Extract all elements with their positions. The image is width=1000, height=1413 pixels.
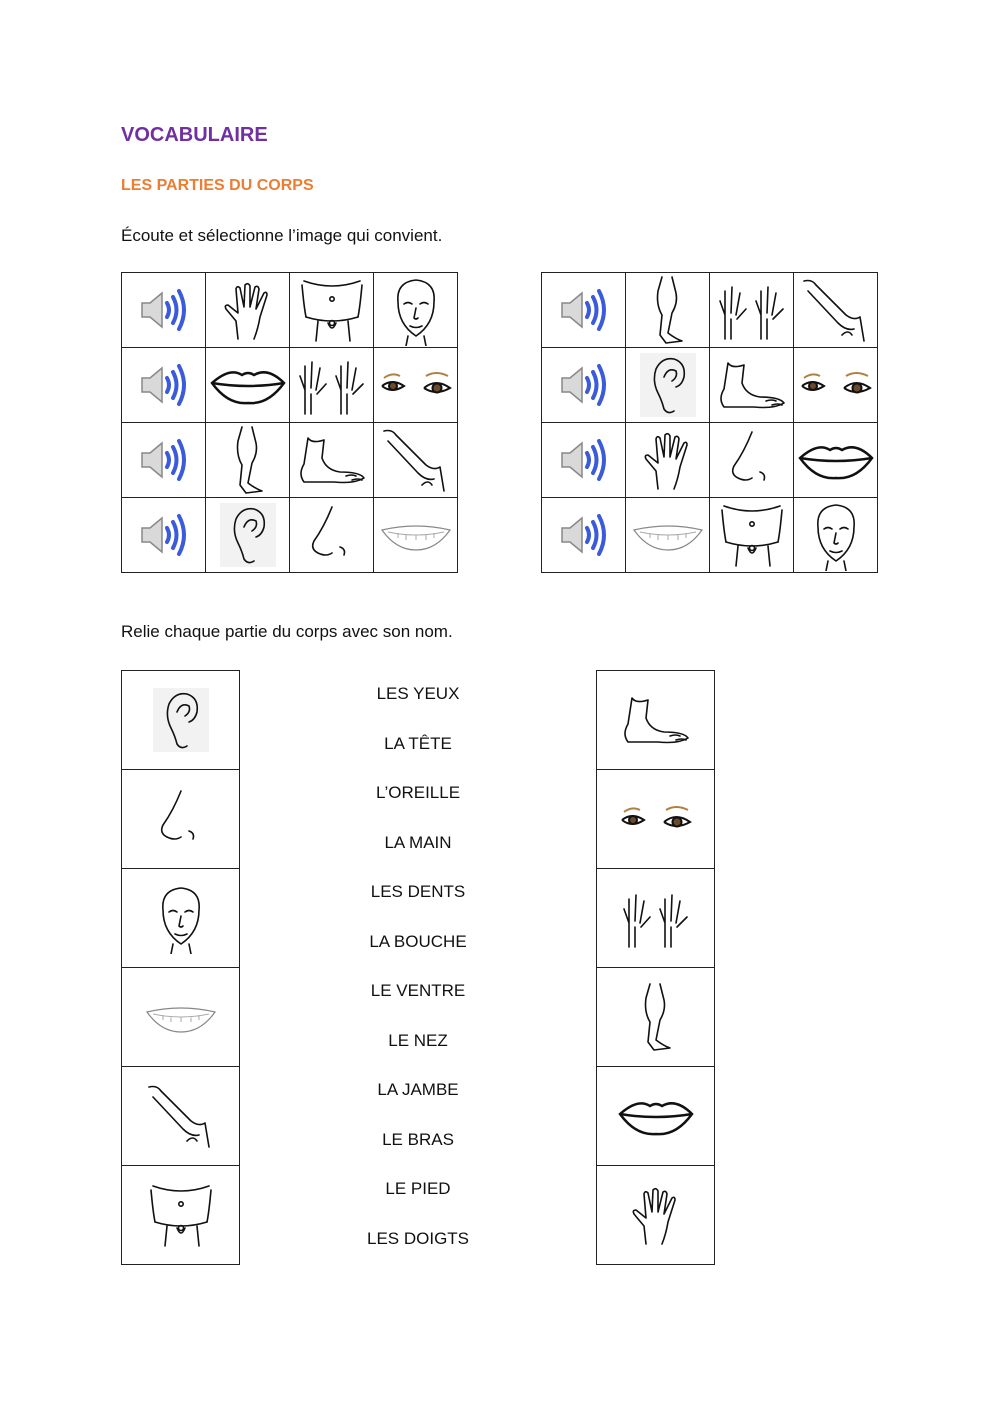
arm-icon bbox=[378, 427, 454, 493]
picture-cell[interactable] bbox=[626, 498, 710, 573]
nose-icon bbox=[724, 428, 780, 492]
picture-cell[interactable] bbox=[206, 498, 290, 573]
picture-cell[interactable] bbox=[794, 348, 878, 423]
picture-cell[interactable] bbox=[122, 1166, 240, 1265]
match-column-left bbox=[121, 670, 240, 1265]
picture-cell[interactable] bbox=[710, 423, 794, 498]
nose-icon bbox=[153, 787, 209, 851]
picture-cell[interactable] bbox=[290, 423, 374, 498]
picture-cell[interactable] bbox=[206, 423, 290, 498]
foot-icon bbox=[714, 359, 790, 411]
nose-icon bbox=[304, 503, 360, 567]
face-icon bbox=[386, 274, 446, 346]
speaker-icon[interactable] bbox=[134, 360, 194, 410]
picture-cell[interactable] bbox=[290, 273, 374, 348]
face-icon bbox=[151, 882, 211, 954]
leg-icon bbox=[226, 425, 270, 495]
picture-cell bbox=[122, 348, 206, 423]
picture-cell[interactable] bbox=[710, 348, 794, 423]
picture-cell[interactable] bbox=[122, 770, 240, 869]
picture-cell[interactable] bbox=[626, 348, 710, 423]
picture-cell bbox=[542, 423, 626, 498]
word-label[interactable]: LE BRAS bbox=[382, 1129, 454, 1149]
word-label[interactable]: LES DOIGTS bbox=[366, 1228, 470, 1248]
word-label[interactable]: LA MAIN bbox=[384, 832, 452, 852]
picture-cell[interactable] bbox=[597, 671, 715, 770]
picture-cell[interactable] bbox=[206, 273, 290, 348]
leg-icon bbox=[646, 275, 690, 345]
arm-icon bbox=[798, 277, 874, 343]
picture-cell[interactable] bbox=[794, 423, 878, 498]
belly-icon bbox=[294, 277, 370, 343]
lips-icon bbox=[210, 365, 286, 405]
speaker-icon[interactable] bbox=[554, 285, 614, 335]
speaker-icon[interactable] bbox=[134, 510, 194, 560]
teeth-icon bbox=[380, 518, 452, 552]
foot-icon bbox=[618, 694, 694, 746]
word-label[interactable]: LE NEZ bbox=[388, 1030, 448, 1050]
ear-icon bbox=[640, 353, 696, 417]
hand-icon bbox=[218, 279, 278, 341]
word-label[interactable]: LE PIED bbox=[385, 1179, 451, 1198]
ear-icon bbox=[153, 688, 209, 752]
picture-cell[interactable] bbox=[206, 348, 290, 423]
word-label[interactable]: LE VENTRE bbox=[370, 981, 466, 1000]
fingers-icon bbox=[717, 279, 787, 341]
hand-icon bbox=[626, 1184, 686, 1246]
picture-cell[interactable] bbox=[122, 671, 240, 770]
eyes-icon bbox=[798, 368, 874, 402]
picture-cell[interactable] bbox=[794, 273, 878, 348]
face-icon bbox=[806, 499, 866, 571]
lips-icon bbox=[618, 1096, 694, 1136]
belly-icon bbox=[143, 1182, 219, 1248]
page-subtitle: LES PARTIES DU CORPS bbox=[121, 177, 314, 194]
teeth-icon bbox=[632, 518, 704, 552]
speaker-icon[interactable] bbox=[554, 360, 614, 410]
match-column-right bbox=[596, 670, 715, 1265]
picture-cell[interactable] bbox=[710, 498, 794, 573]
picture-cell bbox=[122, 423, 206, 498]
word-label[interactable]: LES YEUX bbox=[376, 684, 460, 703]
picture-cell[interactable] bbox=[374, 498, 458, 573]
speaker-icon[interactable] bbox=[554, 510, 614, 560]
eyes-icon bbox=[378, 368, 454, 402]
picture-cell[interactable] bbox=[597, 770, 715, 869]
picture-cell[interactable] bbox=[626, 423, 710, 498]
picture-cell[interactable] bbox=[710, 273, 794, 348]
instruction-listen: Écoute et sélectionne l’image qui convient. bbox=[121, 226, 443, 245]
picture-cell[interactable] bbox=[597, 968, 715, 1067]
hand-icon bbox=[638, 429, 698, 491]
picture-cell[interactable] bbox=[374, 273, 458, 348]
teeth-icon bbox=[145, 1000, 217, 1034]
speaker-icon[interactable] bbox=[134, 435, 194, 485]
fingers-icon bbox=[621, 887, 691, 949]
picture-cell bbox=[122, 498, 206, 573]
arm-icon bbox=[143, 1083, 219, 1149]
picture-cell bbox=[542, 348, 626, 423]
picture-cell[interactable] bbox=[122, 968, 240, 1067]
picture-cell[interactable] bbox=[597, 1067, 715, 1166]
word-label[interactable]: LA TÊTE bbox=[384, 733, 452, 753]
picture-cell[interactable] bbox=[374, 348, 458, 423]
picture-cell[interactable] bbox=[597, 869, 715, 968]
word-label[interactable]: LA JAMBE bbox=[377, 1080, 459, 1099]
picture-cell[interactable] bbox=[794, 498, 878, 573]
fingers-icon bbox=[297, 354, 367, 416]
picture-cell bbox=[542, 498, 626, 573]
word-label[interactable]: LA BOUCHE bbox=[369, 931, 467, 951]
picture-cell[interactable] bbox=[290, 348, 374, 423]
instruction-match: Relie chaque partie du corps avec son nom. bbox=[121, 622, 453, 641]
foot-icon bbox=[294, 434, 370, 486]
word-label[interactable]: LES DENTS bbox=[370, 882, 466, 901]
leg-icon bbox=[634, 982, 678, 1052]
picture-cell[interactable] bbox=[290, 498, 374, 573]
eyes-icon bbox=[618, 802, 694, 836]
page-title: VOCABULAIRE bbox=[121, 124, 268, 146]
picture-cell[interactable] bbox=[122, 869, 240, 968]
picture-cell bbox=[122, 273, 206, 348]
ear-icon bbox=[220, 503, 276, 567]
picture-cell bbox=[542, 273, 626, 348]
picture-cell[interactable] bbox=[626, 273, 710, 348]
belly-icon bbox=[714, 502, 790, 568]
speaker-icon[interactable] bbox=[134, 285, 194, 335]
picture-cell[interactable] bbox=[597, 1166, 715, 1265]
listening-grid-right bbox=[541, 272, 878, 573]
speaker-icon[interactable] bbox=[554, 435, 614, 485]
lips-icon bbox=[798, 440, 874, 480]
picture-cell[interactable] bbox=[374, 423, 458, 498]
word-label[interactable]: L’OREILLE bbox=[375, 783, 461, 802]
picture-cell[interactable] bbox=[122, 1067, 240, 1166]
listening-grid-left bbox=[121, 272, 458, 573]
